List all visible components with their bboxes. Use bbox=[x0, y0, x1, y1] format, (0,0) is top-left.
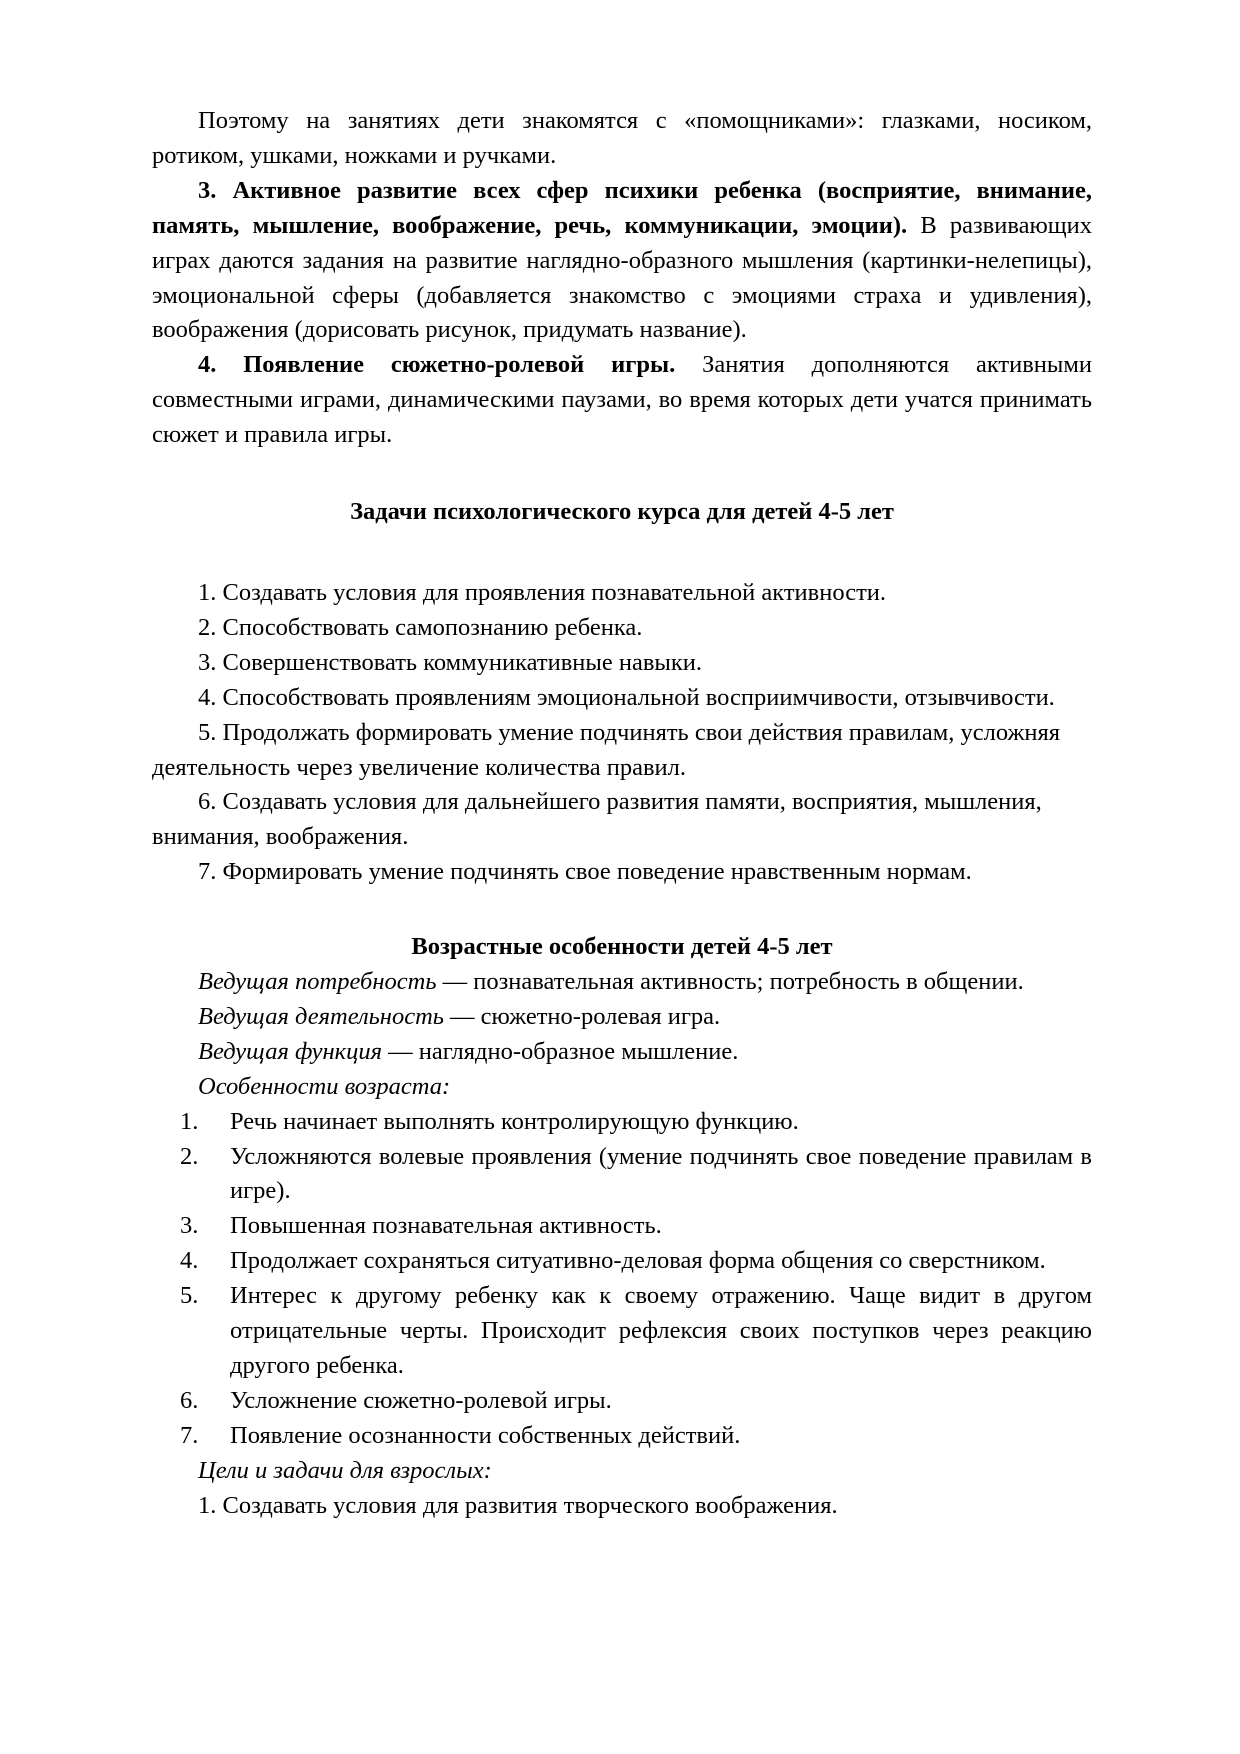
age-feature-item-2 bbox=[152, 1140, 1092, 1210]
paragraph-point-3 bbox=[152, 174, 1092, 349]
task-item-3: 3. Совершенствовать коммуникативные навыки. bbox=[198, 648, 703, 676]
age-feature-item-1 bbox=[152, 1105, 1092, 1140]
label-adult-goals: Цели и задачи для взрослых: bbox=[198, 1456, 492, 1484]
paragraph-point-3-rest: В развивающих играх даются задания на развитие наглядно-образного мышления (картинки-нелепицы), эмоциональной сферы (добавляется знакомство с эмоциями страха и удивления), воображения (дорисовать рисунок, придумать название). bbox=[152, 211, 1092, 344]
paragraph-point-4 bbox=[152, 348, 1092, 453]
age-feature-number-7: 7. bbox=[180, 1421, 199, 1449]
age-feature-item-7 bbox=[152, 1419, 1092, 1454]
age-feature-item-6 bbox=[152, 1384, 1092, 1419]
lead-need bbox=[152, 965, 1092, 1000]
lead-function-label: Ведущая функция bbox=[198, 1037, 383, 1065]
age-feature-number-5: 5. bbox=[180, 1282, 199, 1310]
lead-activity-value: — сюжетно-ролевая игра. bbox=[443, 1002, 721, 1030]
paragraph-point-4-lead: 4. Появление сюжетно-ролевой игры. bbox=[198, 351, 676, 379]
heading-age-features: Возрастные особенности детей 4-5 лет bbox=[411, 933, 833, 961]
paragraph-intro bbox=[152, 104, 1092, 174]
label-age-features: Особенности возраста: bbox=[198, 1072, 451, 1100]
lead-activity-label: Ведущая деятельность bbox=[198, 1002, 444, 1030]
task-item-1: 1. Создавать условия для проявления познавательной активности. bbox=[198, 578, 887, 606]
age-feature-text-3: Повышенная познавательная активность. bbox=[230, 1212, 662, 1240]
age-feature-item-5 bbox=[152, 1279, 1092, 1384]
task-item-5: 5. Продолжать формировать умение подчинять свои действия правилам, усложняя деятельность через увеличение количества правил. bbox=[152, 718, 1061, 781]
task-item-7: 7. Формировать умение подчинять свое поведение нравственным нормам. bbox=[198, 858, 972, 886]
paragraph-intro-text: Поэтому на занятиях дети знакомятся с «помощниками»: глазками, носиком, ротиком, ушками, ножками и ручками. bbox=[152, 107, 1092, 169]
age-feature-text-2: Усложняются волевые проявления (умение подчинять свое поведение правилам в игре). bbox=[230, 1142, 1092, 1205]
lead-activity bbox=[152, 1000, 1092, 1035]
adult-goal-item-1: 1. Создавать условия для развития творческого воображения. bbox=[198, 1491, 838, 1519]
heading-tasks: Задачи психологического курса для детей 4-5 лет bbox=[350, 498, 894, 526]
age-feature-item-4 bbox=[152, 1244, 1092, 1279]
age-feature-text-5: Интерес к другому ребенку как к своему отражению. Чаще видит в другом отрицательные черты. Происходит рефлексия своих поступков через реакцию другого ребенка. bbox=[230, 1282, 1092, 1379]
lead-function bbox=[152, 1035, 1092, 1070]
lead-function-value: — наглядно-образное мышление. bbox=[382, 1037, 739, 1065]
lead-need-label: Ведущая потребность bbox=[198, 968, 437, 996]
age-feature-number-1: 1. bbox=[180, 1107, 199, 1135]
age-feature-number-3: 3. bbox=[180, 1212, 199, 1240]
age-feature-number-2: 2. bbox=[180, 1142, 199, 1170]
task-item-2: 2. Способствовать самопознанию ребенка. bbox=[198, 613, 643, 641]
lead-need-value: — познавательная активность; потребность в общении. bbox=[436, 968, 1024, 996]
age-feature-text-4: Продолжает сохраняться ситуативно-деловая форма общения со сверстником. bbox=[230, 1247, 1046, 1275]
paragraph-point-4-rest: Занятия дополняются активными совместными играми, динамическими паузами, во время которых дети учатся принимать сюжет и правила игры. bbox=[152, 351, 1092, 449]
task-item-6: 6. Создавать условия для дальнейшего развития памяти, восприятия, мышления, внимания, воображения. bbox=[152, 788, 1042, 851]
age-features-list bbox=[152, 1105, 1092, 1454]
age-feature-item-3 bbox=[152, 1209, 1092, 1244]
age-feature-text-1: Речь начинает выполнять контролирующую функцию. bbox=[230, 1107, 799, 1135]
paragraph-point-3-lead: 3. Активное развитие всех сфер психики ребенка (восприятие, внимание, память, мышление, воображение, речь, коммуникации, эмоции). bbox=[152, 176, 1092, 239]
age-feature-number-6: 6. bbox=[180, 1386, 199, 1414]
age-feature-number-4: 4. bbox=[180, 1247, 199, 1275]
task-item-4: 4. Способствовать проявлениям эмоциональной восприимчивости, отзывчивости. bbox=[198, 683, 1055, 711]
tasks-list bbox=[152, 576, 1092, 890]
age-feature-text-7: Появление осознанности собственных действий. bbox=[230, 1421, 741, 1449]
age-feature-text-6: Усложнение сюжетно-ролевой игры. bbox=[230, 1386, 612, 1414]
